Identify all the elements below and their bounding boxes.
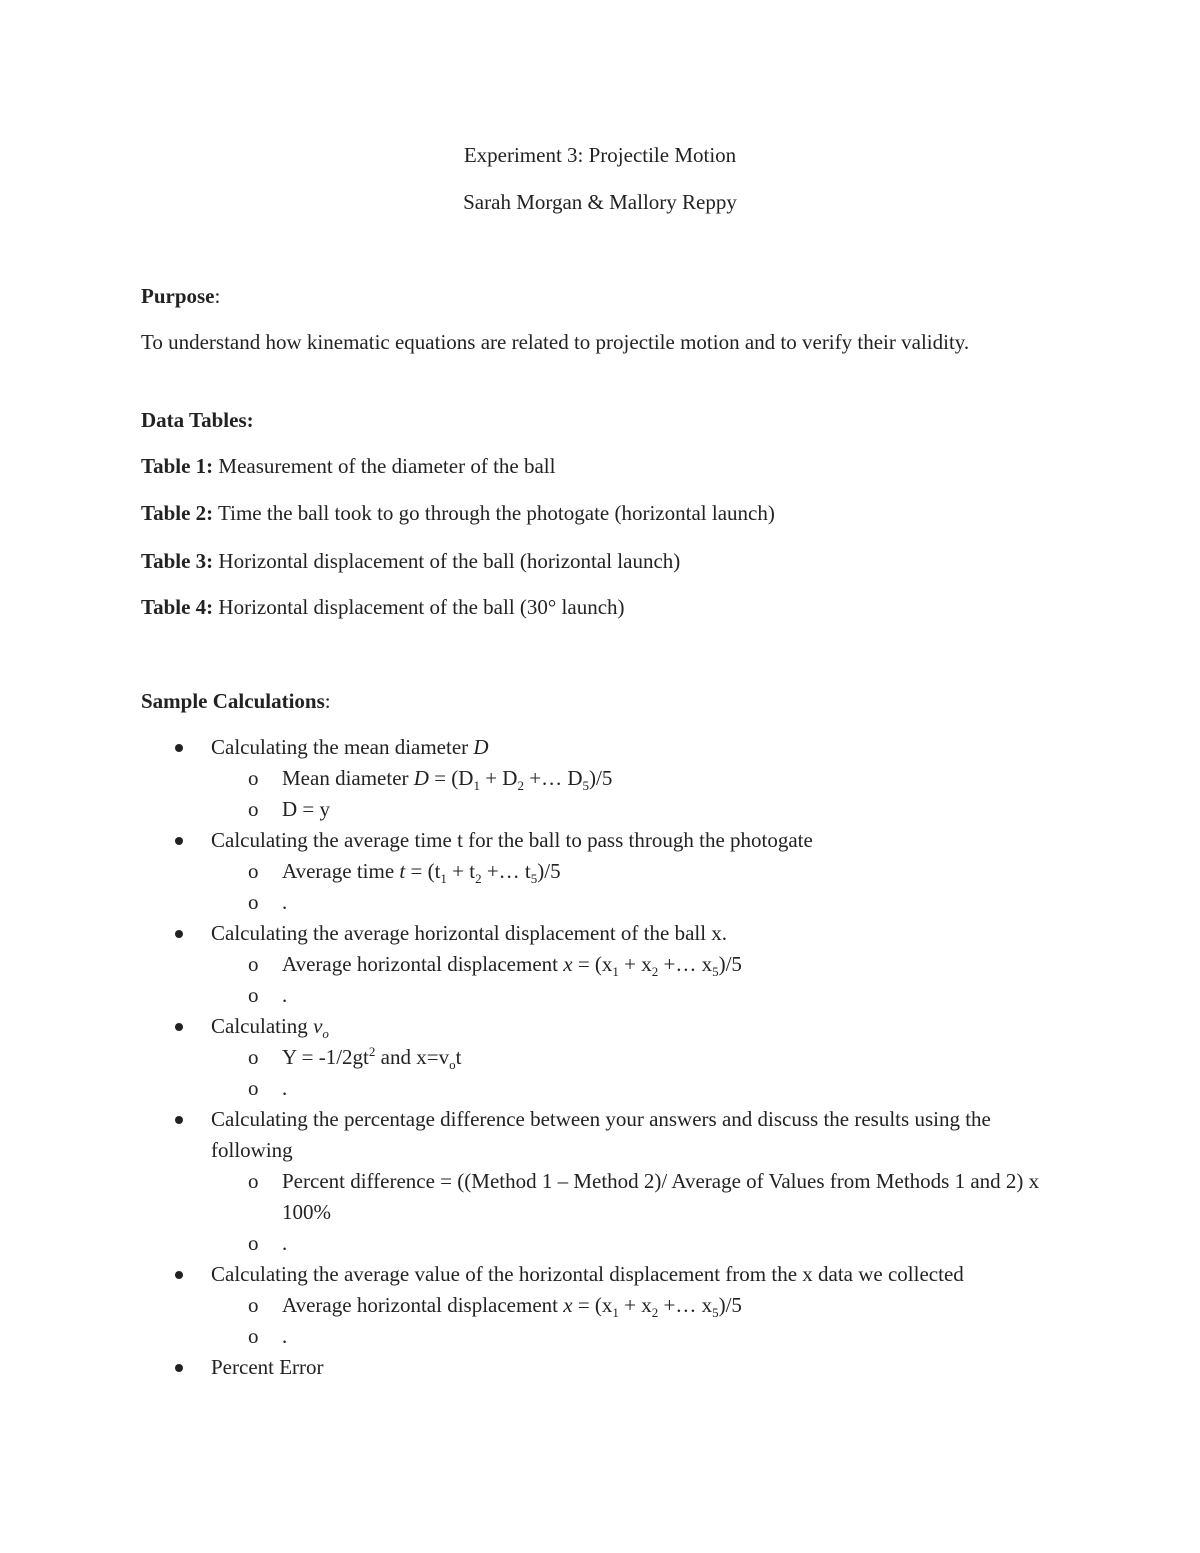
list-item-percent-error (141, 1352, 1061, 1383)
table-3-entry (141, 546, 1041, 577)
item-text: Calculating the percentage difference between your answers and discuss the results using the following (211, 1107, 991, 1162)
data-tables-heading: Data Tables: (141, 408, 254, 432)
table-1-label: Table 1: (141, 454, 214, 478)
sub-item: o Average time $t = (t_1 + t_2$ +… $t_5)/5$ (141, 856, 1061, 887)
circle-bullet-icon: o (248, 766, 259, 790)
table-4-label: Table 4: (141, 595, 214, 619)
sub-item: o Average horizontal displacement $x = (x_1 + x_2$ +… $x_5)/5$ (141, 1290, 1061, 1321)
item-text: Calculating the average time t for the ball to pass through the photogate (211, 828, 813, 852)
purpose-text: To understand how kinematic equations are related to projectile motion and to verify their validity. (141, 330, 970, 354)
circle-bullet-icon: o (248, 890, 259, 914)
sub-item: o Percent difference = ((Method 1 – Method 2)/ Average of Values from Methods 1 and 2) x 100% (141, 1166, 1061, 1228)
table-2-label: Table 2: (141, 501, 214, 525)
item-text: Calculating the mean diameter D (211, 735, 489, 759)
bullet-icon (175, 930, 183, 938)
table-3-text: Horizontal displacement of the ball (horizontal launch) (213, 549, 681, 573)
circle-bullet-icon: o (248, 797, 259, 821)
list-item-percent-difference (141, 1104, 1061, 1259)
circle-bullet-icon: o (248, 859, 259, 883)
item-text: Calculating the average horizontal displacement of the ball x. (211, 921, 728, 945)
circle-bullet-icon: o (248, 952, 259, 976)
sample-calculations-label: Sample Calculations (141, 689, 325, 713)
list-item-average-displacement (141, 918, 1061, 1011)
list-item-mean-diameter (141, 732, 1061, 825)
table-4-entry (141, 592, 1041, 623)
circle-bullet-icon: o (248, 1324, 259, 1348)
document-title: Experiment 3: Projectile Motion (463, 143, 737, 167)
calculations-list (141, 732, 1061, 1383)
bullet-icon (175, 1023, 183, 1031)
list-item-average-time (141, 825, 1061, 918)
circle-bullet-icon: o (248, 1293, 259, 1317)
sample-calculations-heading (141, 686, 1041, 717)
list-item-average-value (141, 1259, 1061, 1352)
item-text: Calculating $v_o$ (211, 1014, 329, 1042)
table-1-text: Measurement of the diameter of the ball (213, 454, 556, 478)
sub-item: o . (141, 980, 1061, 1011)
sub-item: o D = y (141, 794, 1061, 825)
document-authors: Sarah Morgan & Mallory Reppy (463, 190, 737, 214)
item-text: Calculating the average value of the horizontal displacement from the x data we collected (211, 1262, 964, 1286)
bullet-icon (175, 1116, 183, 1124)
list-item-initial-velocity (141, 1011, 1061, 1104)
sub-item: o . (141, 1073, 1061, 1104)
table-1-entry (141, 451, 1041, 482)
purpose-colon: : (214, 284, 221, 308)
circle-bullet-icon: o (248, 1169, 259, 1193)
table-4-text: Horizontal displacement of the ball (30° launch) (213, 595, 625, 619)
table-3-label: Table 3: (141, 549, 214, 573)
bullet-icon (175, 837, 183, 845)
sub-item: o . (141, 1321, 1061, 1352)
table-2-entry (141, 498, 1041, 529)
bullet-icon (175, 1271, 183, 1279)
purpose-label: Purpose (141, 284, 215, 308)
bullet-icon (175, 744, 183, 752)
sample-calculations-colon: : (324, 689, 331, 713)
circle-bullet-icon: o (248, 1045, 259, 1069)
circle-bullet-icon: o (248, 1231, 259, 1255)
sub-item: o $Y = -1/2gt^2$ and $x=v_ot$ (248, 1044, 462, 1073)
bullet-icon (175, 1364, 183, 1372)
circle-bullet-icon: o (248, 1076, 259, 1100)
sub-item: o . (141, 1228, 1061, 1259)
sub-item: o Average horizontal displacement $x = (x_1 + x_2$ +… $x_5)/5$ (141, 949, 1061, 980)
item-text: Percent Error (211, 1355, 324, 1379)
circle-bullet-icon: o (248, 983, 259, 1007)
sub-item: o Mean diameter $D = (D_1 + D_2$ +… $D_5)/5$ (141, 763, 1061, 794)
table-2-text: Time the ball took to go through the photogate (horizontal launch) (213, 501, 775, 525)
purpose-heading (141, 281, 1041, 312)
sub-item: o . (141, 887, 1061, 918)
